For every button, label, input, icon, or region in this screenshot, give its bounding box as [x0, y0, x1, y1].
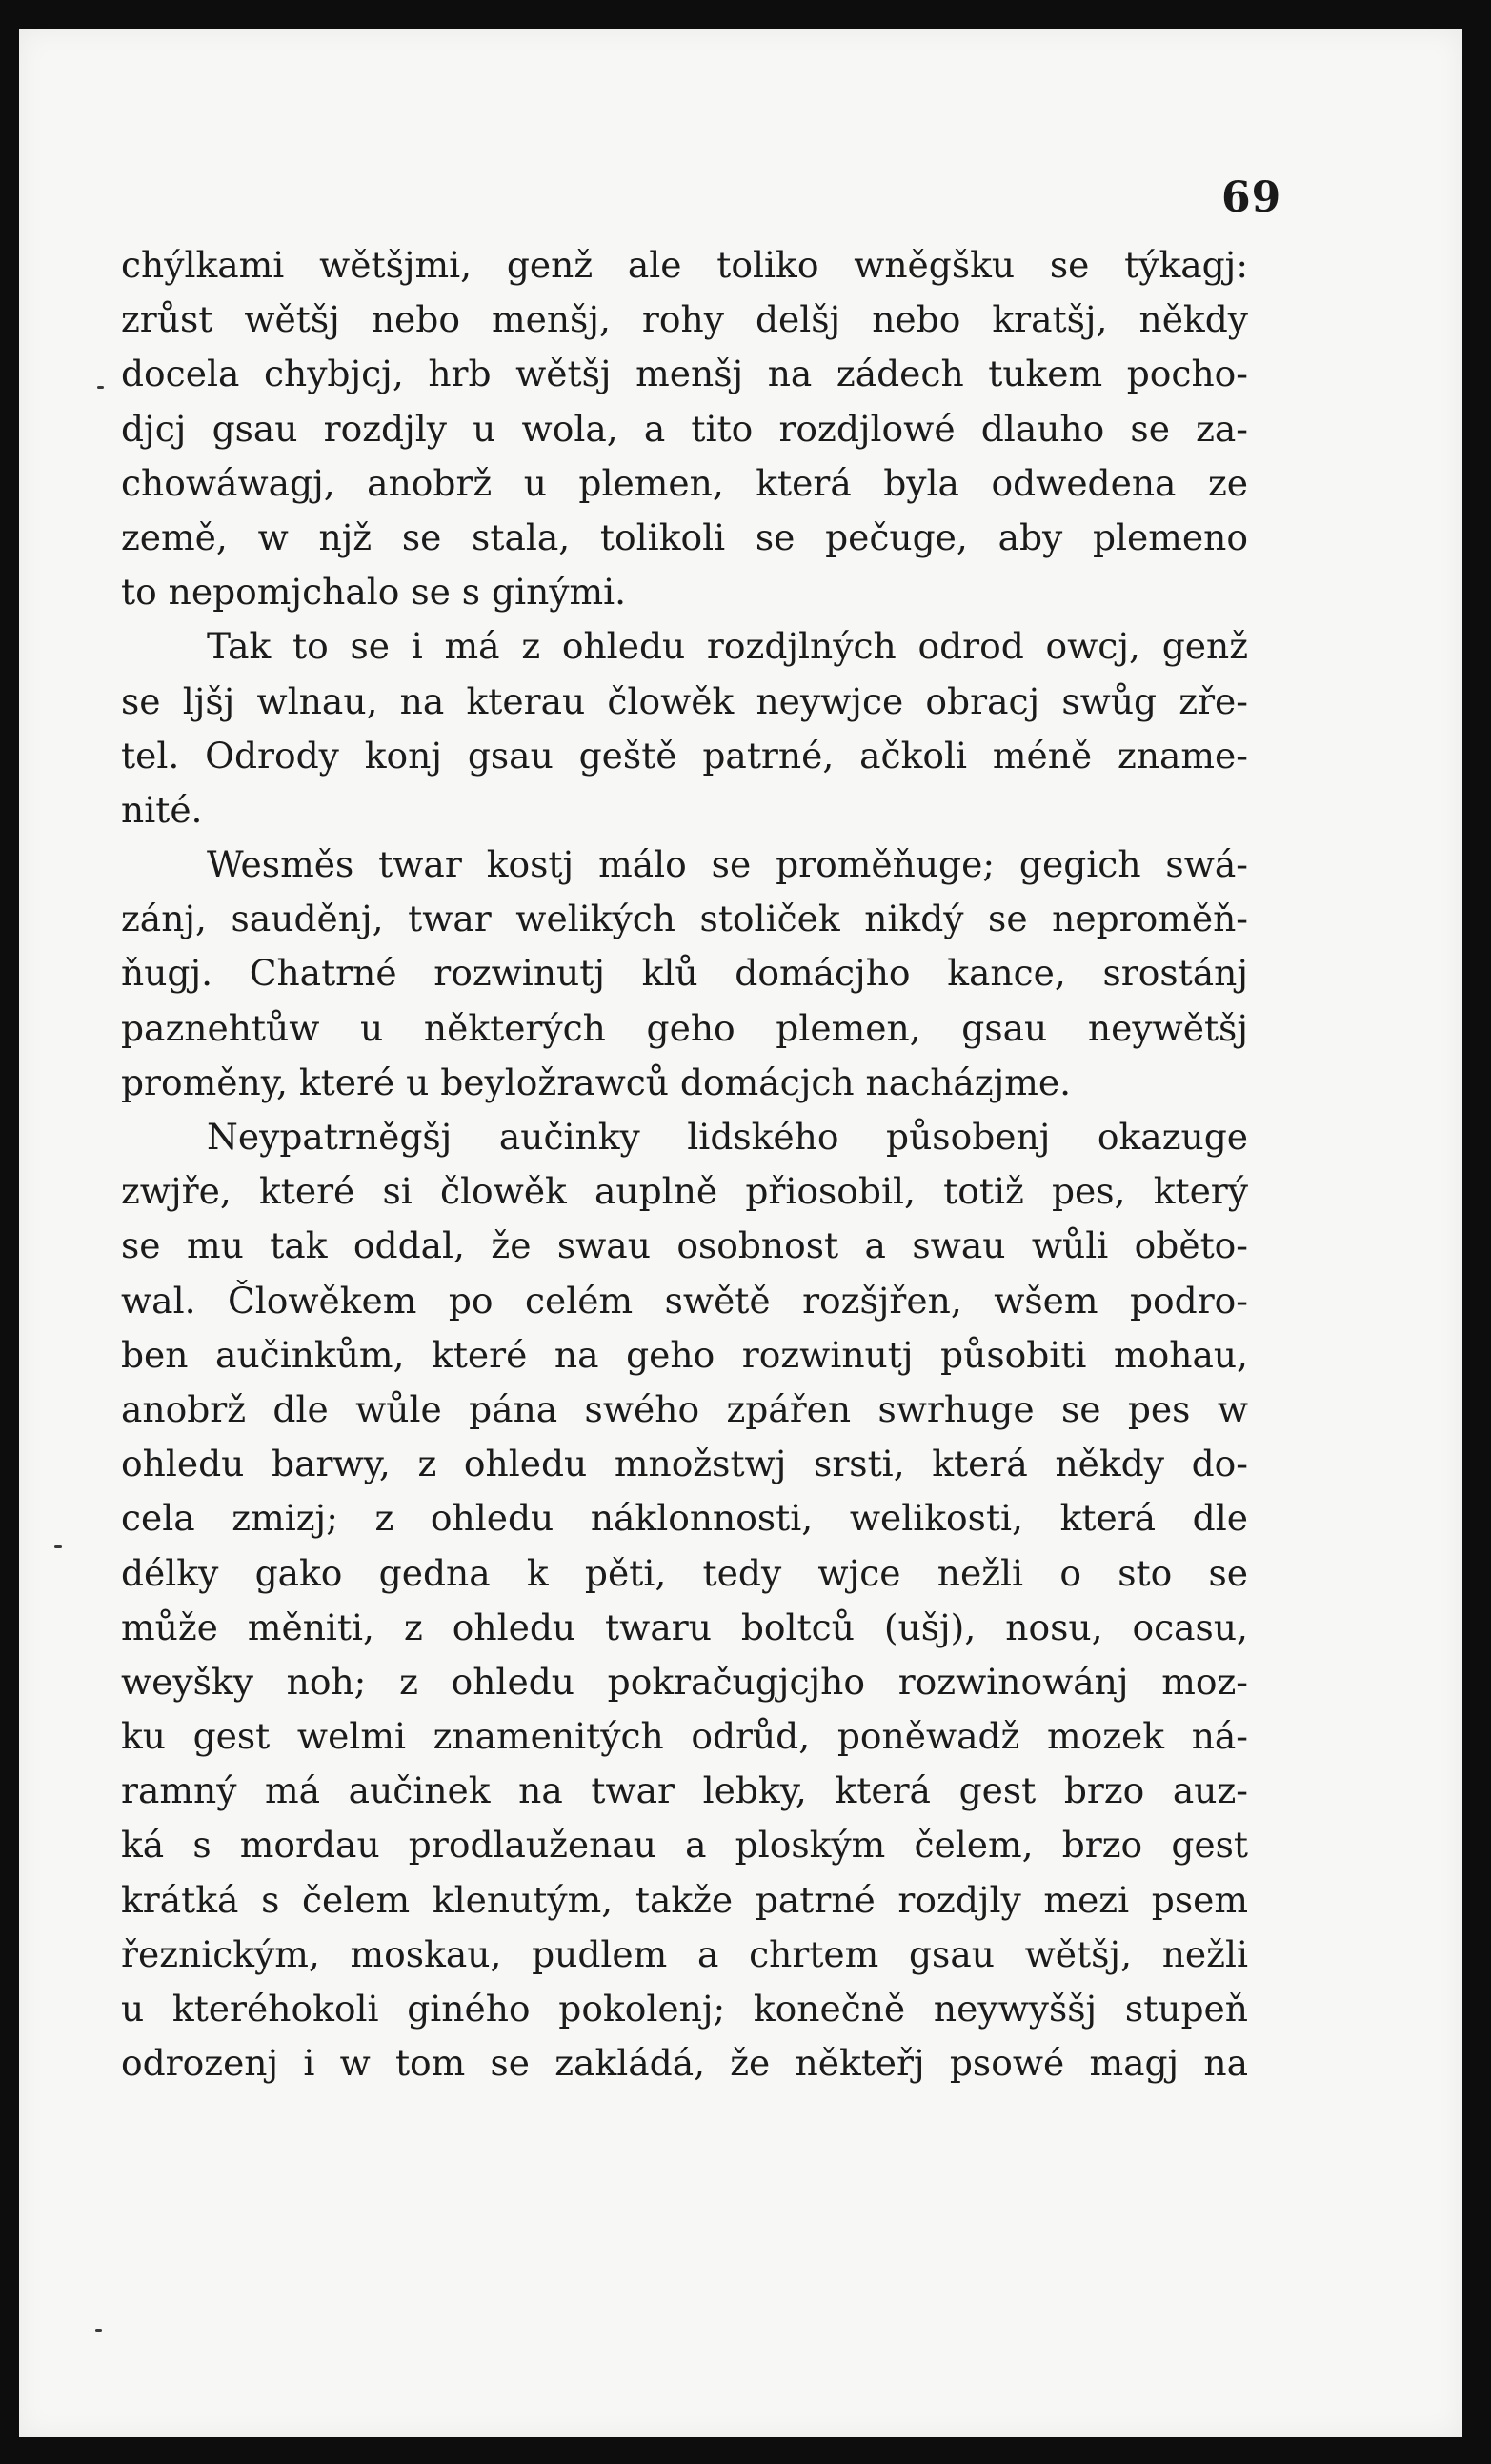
text-line: ká s mordau prodlauženau a ploským čelem, brzo gest: [121, 1824, 1248, 1867]
text-line: docela chybjcj, hrb wětšj menšj na zádech tukem pocho-: [121, 353, 1248, 395]
text-line: řeznickým, moskau, pudlem a chrtem gsau wětšj, nežli: [121, 1932, 1248, 1975]
text-line: ku gest welmi znamenitých odrůd, poněwadž mozek ná-: [121, 1715, 1248, 1758]
text-line: může měniti, z ohledu twaru boltců (ušj), nosu, ocasu,: [121, 1606, 1248, 1648]
paragraph-start-line: Tak to se i má z ohledu rozdjlných odrod owcj, genž: [207, 625, 1248, 668]
text-line: weyšky noh; z ohledu pokračugjcjho rozwinowánj moz-: [121, 1660, 1248, 1703]
text-line: chowáwagj, anobrž u plemen, která byla odwedena ze: [121, 461, 1248, 504]
text-line: ohledu barwy, z ohledu množstwj srsti, která někdy do-: [121, 1443, 1248, 1485]
text-line: krátká s čelem klenutým, takže patrné rozdjly mezi psem: [121, 1878, 1248, 1921]
text-line: u kteréhokoli giného pokolenj; konečně neywyššj stupeň: [121, 1988, 1248, 2030]
text-line: se mu tak oddal, že swau osobnost a swau wůli oběto-: [121, 1224, 1248, 1267]
text-line: nité.: [121, 788, 203, 831]
text-line: ben aučinkům, které na geho rozwinutj působiti mohau,: [121, 1333, 1248, 1376]
page-number: 69: [1221, 173, 1282, 222]
text-line: zwjře, které si člowěk auplně přiosobil, totiž pes, který: [121, 1170, 1248, 1213]
text-line: zánj, sauděnj, twar welikých stoliček nikdý se neproměň-: [121, 898, 1248, 940]
text-line: djcj gsau rozdjly u wola, a tito rozdjlowé dlauho se za-: [121, 407, 1248, 450]
body-text: [121, 238, 1248, 2090]
text-line: země, w njž se stala, tolikoli se pečuge, aby plemeno: [121, 515, 1248, 558]
text-line: zrůst wětšj nebo menšj, rohy delšj nebo kratšj, někdy: [121, 298, 1248, 341]
text-line: ňugj. Chatrné rozwinutj klů domácjho kance, srostánj: [121, 952, 1248, 995]
text-line: délky gako gedna k pěti, tedy wjce nežli o sto se: [121, 1551, 1248, 1594]
text-line: tel. Odrody konj gsau geště patrné, ačkoli méně zname-: [121, 734, 1248, 777]
text-line: paznehtůw u některých geho plemen, gsau neywětšj: [121, 1006, 1248, 1049]
paragraph-start-line: Wesměs twar kostj málo se proměňuge; gegich swá-: [207, 843, 1248, 886]
paragraph-start-line: Neypatrněgšj aučinky lidského působenj okazuge: [207, 1116, 1248, 1158]
text-line: odrozenj i w tom se zakládá, že někteřj psowé magj na: [121, 2042, 1248, 2085]
text-line: anobrž dle wůle pána swého zpářen swrhuge se pes w: [121, 1387, 1248, 1430]
text-line: se ljšj wlnau, na kterau člowěk neywjce obracj swůg zře-: [121, 679, 1248, 722]
text-line: ramný má aučinek na twar lebky, která gest brzo auz-: [121, 1769, 1248, 1812]
text-line: to nepomjchalo se s ginými.: [121, 571, 627, 614]
text-line: wal. Člowěkem po celém swětě rozšjřen, wšem podro-: [121, 1279, 1248, 1322]
margin-mark: [95, 2329, 102, 2332]
text-line: cela zmizj; z ohledu náklonnosti, welikosti, která dle: [121, 1497, 1248, 1540]
text-line: chýlkami wětšjmi, genž ale toliko wněgšku se týkagj:: [121, 244, 1248, 286]
margin-mark: [54, 1545, 62, 1548]
margin-mark: [97, 386, 104, 389]
text-line: proměny, které u beyložrawců domácjch nacházjme.: [121, 1060, 1072, 1103]
